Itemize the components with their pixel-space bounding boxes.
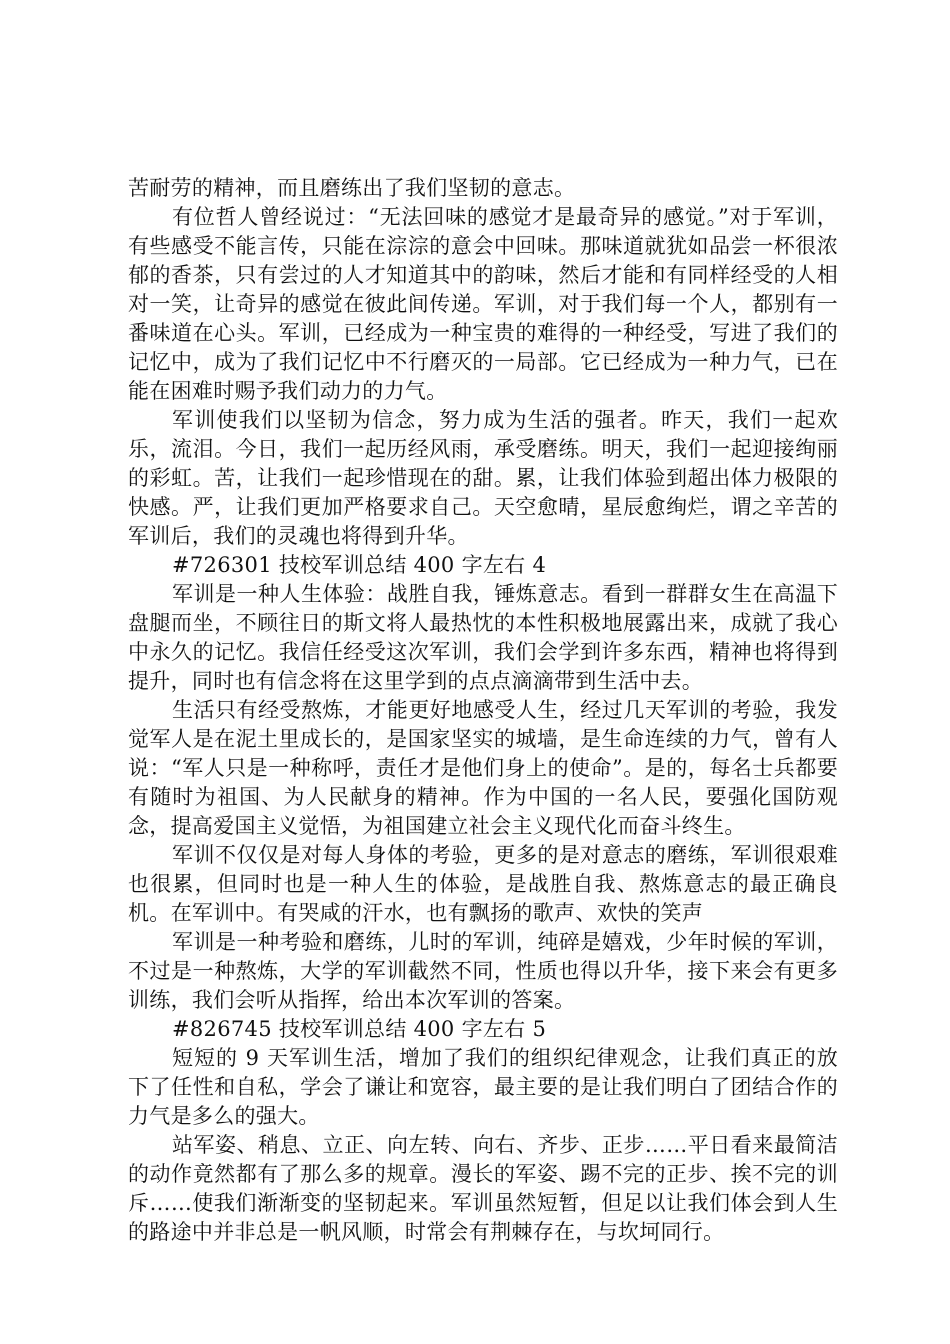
paragraph: 军训使我们以坚韧为信念，努力成为生活的强者。昨天，我们一起欢乐，流泪。今日，我们一起历经风雨，承受磨练。明天，我们一起迎接绚丽的彩虹。苦，让我们一起珍惜现在的甜。累，让我们体验到超出体力极限的快感。严，让我们更加严格要求自己。天空愈晴，星辰愈绚烂，谓之辛苦的军训后，我们的灵魂也将得到升华。 [128,408,838,548]
paragraph: 军训是一种人生体验：战胜自我，锤炼意志。看到一群群女生在高温下盘腿而坐，不顾往日的斯文将人最热忱的本性积极地展露出来，成就了我心中永久的记忆。我信任经受这次军训，我们会学到许多东西，精神也将得到提升，同时也有信念将在这里学到的点点滴滴带到生活中去。 [128,582,838,693]
paragraph: 站军姿、稍息、立正、向左转、向右、齐步、正步……平日看来最简洁的动作竟然都有了那么多的规章。漫长的军姿、踢不完的正步、挨不完的训斥……使我们渐渐变的坚韧起来。军训虽然短暂，但足以让我们体会到人生的路途中并非总是一帆风顺，时常会有荆棘存在，与坎坷同行。 [128,1133,838,1244]
document-body [128,174,838,1247]
section-heading: #726301 技校军训总结 400 字左右 4 [172,553,547,577]
paragraph: 短短的 9 天军训生活，增加了我们的组织纪律观念，让我们真正的放下了任性和自私，学会了谦让和宽容，最主要的是让我们明白了团结合作的力气是多么的强大。 [128,1046,838,1128]
paragraph-continuation: 苦耐劳的精神，而且磨练出了我们坚韧的意志。 [128,176,576,200]
paragraph: 生活只有经受熬炼，才能更好地感受人生，经过几天军训的考验，我发觉军人是在泥土里成长的，是国家坚实的城墙，是生命连续的力气，曾有人说：“军人只是一种称呼，责任才是他们身上的使命”。是的，每名士兵都要有随时为祖国、为人民献身的精神。作为中国的一名人民，要强化国防观念，提高爱国主义觉悟，为祖国建立社会主义现代化而奋斗终生。 [128,698,838,838]
paragraph: 军训是一种考验和磨练，儿时的军训，纯碎是嬉戏，少年时候的军训，不过是一种熬炼，大学的军训截然不同，性质也得以升华，接下来会有更多训练，我们会听从指挥，给出本次军训的答案。 [128,930,838,1012]
section-heading: #826745 技校军训总结 400 字左右 5 [172,1017,547,1041]
paragraph: 有位哲人曾经说过：“无法回味的感觉才是最奇异的感觉。”对于军训，有些感受不能言传，只能在淙淙的意会中回味。那味道就犹如品尝一杯很浓郁的香茶，只有尝过的人才知道其中的韵味，然后才能和有同样经受的人相对一笑，让奇异的感觉在彼此间传递。军训，对于我们每一个人，都别有一番味道在心头。军训，已经成为一种宝贵的难得的一种经受，写进了我们的记忆中，成为了我们记忆中不行磨灭的一局部。它已经成为一种力气，已在能在困难时赐予我们动力的力气。 [128,205,838,403]
paragraph: 军训不仅仅是对每人身体的考验，更多的是对意志的磨练，军训很艰难也很累，但同时也是一种人生的体验，是战胜自我、熬炼意志的最正确良机。在军训中。有哭咸的汗水，也有飘扬的歌声、欢快的笑声 [128,843,838,925]
